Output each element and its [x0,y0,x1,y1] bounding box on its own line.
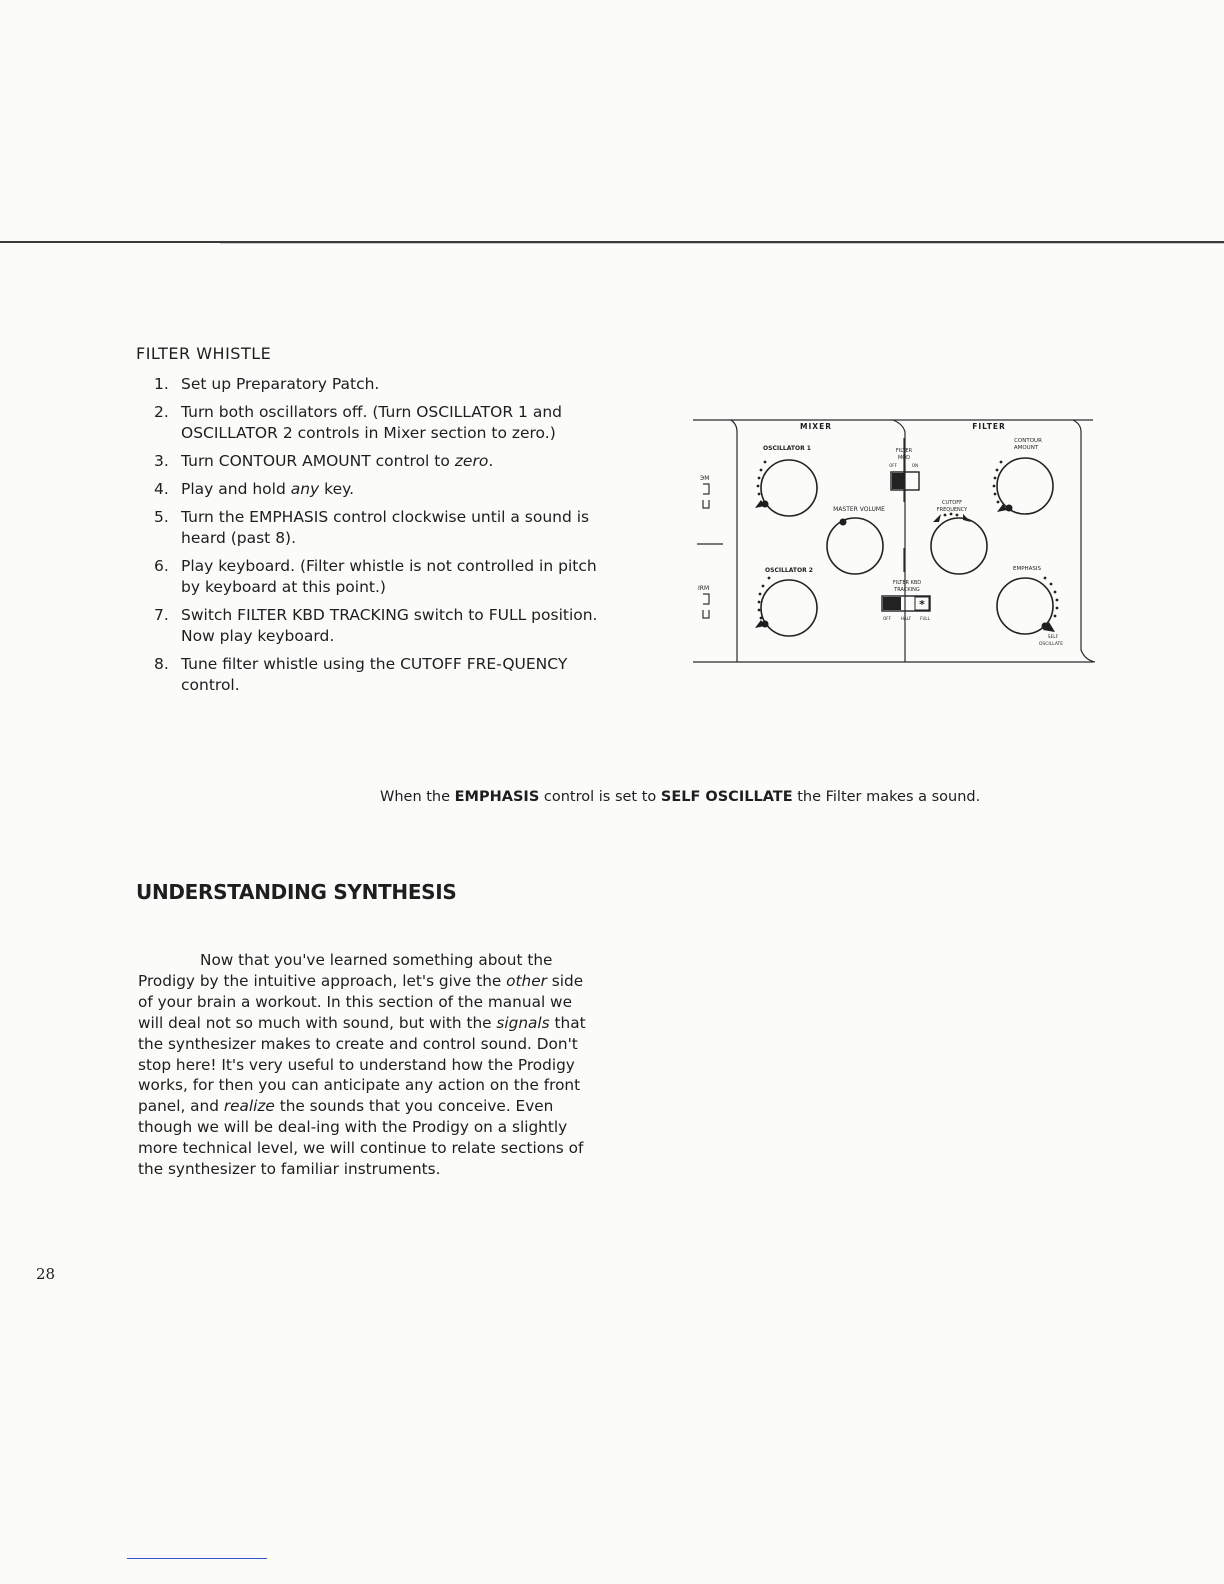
panel-frame [693,420,1095,662]
synth-panel-diagram [693,412,1103,666]
filter-kbd-tracking-switch [882,596,930,611]
left-edge-marks [703,484,709,618]
master-volume-knob [827,518,883,574]
mixer-label: MIXER [800,422,832,431]
step-item: 1. Set up Preparatory Patch. [154,375,380,393]
svg-text:OSCILLATOR 2: OSCILLATOR 2 [765,567,813,574]
svg-text:FULL: FULL [920,616,930,621]
svg-text:CONTOUR: CONTOUR [1014,438,1042,444]
svg-text:OFF: OFF [889,463,897,468]
svg-text:EMPHASIS: EMPHASIS [1012,566,1042,572]
oscillator-2-knob [755,580,817,636]
step-list [144,374,600,703]
svg-text:HALF: HALF [900,616,912,621]
step-item: 4. Play and hold any key. [154,480,354,498]
filter-mod-switch [891,472,919,490]
step-item: 6. Play keyboard. (Filter whistle is not controlled in pitch by keyboard at this point.) [154,557,597,596]
cutoff-frequency-knob [931,518,987,574]
body-paragraph: Now that you've learned something about the Prodigy by the intuitive approach, let's give the other side of your brain a workout. In this section of the manual we will deal not so much with sound, but with the signals that the synthesizer makes to create and control sound. Don't stop here! It's very useful to understand how the Prodigy works, for then you can anticipate any action on the front panel, and realize the sounds that you conceive. Even though we will be deal-ing with the Prodigy on a slightly more technical level, we will continue to relate sections of the synthesizer to familiar instruments. [138,951,586,1179]
bottom-rule [127,1558,267,1559]
svg-text:ЭМ: ЭМ [700,475,710,482]
step-item: 5. Turn the EMPHASIS control clockwise until a sound is heard (past 8). [154,508,590,547]
svg-text:AMOUNT: AMOUNT [1013,445,1039,451]
step-item: 7. Switch FILTER KBD TRACKING switch to FULL position. Now play keyboard. [154,606,598,645]
step-item: 2. Turn both oscillators off. (Turn OSCILLATOR 1 and OSCILLATOR 2 controls in Mixer section to zero.) [154,403,562,442]
svg-text:FREQUENCY: FREQUENCY [936,507,968,513]
page-number: 28 [36,1265,56,1283]
step-item: 3. Turn CONTOUR AMOUNT control to zero. [154,452,494,470]
svg-text:SELF: SELF [1047,635,1059,640]
contour-amount-knob [997,458,1053,514]
svg-text:OFF: OFF [883,616,891,621]
svg-text:TRACKING: TRACKING [894,587,920,593]
svg-text:MASTER VOLUME: MASTER VOLUME [833,506,885,513]
svg-text:*: * [919,598,925,611]
filter-label: FILTER [972,422,1006,431]
svg-text:FILTER: FILTER [895,448,913,454]
svg-text:CUTOFF: CUTOFF [942,500,962,506]
section-title: FILTER WHISTLE [136,344,272,363]
section-heading: UNDERSTANDING SYNTHESIS [136,880,457,904]
figure-caption: When the EMPHASIS control is set to SELF OSCILLATE the Filter makes a sound. [380,789,981,805]
top-rule-shadow [220,243,1224,244]
svg-text:ІRM: ІRM [698,585,710,592]
svg-text:ON: ON [911,463,919,468]
svg-text:OSCILLATOR 1: OSCILLATOR 1 [763,445,811,452]
oscillator-1-knob [755,460,817,516]
svg-text:FILTER KBD: FILTER KBD [892,580,922,586]
svg-text:OSCILLATE: OSCILLATE [1038,642,1064,647]
step-item: 8. Tune filter whistle using the CUTOFF FRE-QUENCY control. [154,655,568,694]
emphasis-knob [997,578,1055,634]
svg-text:MOD: MOD [897,455,911,461]
